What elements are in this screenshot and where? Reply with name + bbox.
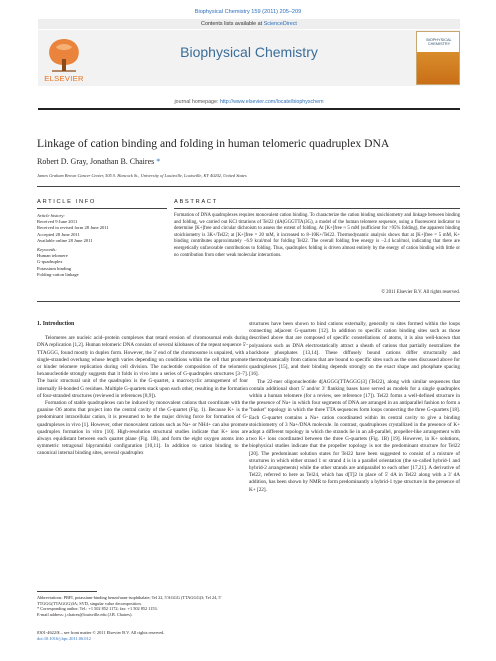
abstract-rule — [174, 208, 460, 209]
authors-text: Robert D. Gray, Jonathan B. Chaires — [37, 157, 155, 166]
journal-homepage-line — [38, 99, 460, 105]
body-paragraph: Formation of stable quadruplexes can be induced by monovalent cations that coordinate with the guanine O6 atoms that project into the central cavity of the G-quartet (Fig. 1). Because K+ is the predominant intracellular cation, it is presumed to be the major driving force for formation of G-quadruplexes in vivo [1]. However, other monovalent cations such as Na+ or NH4+ can also promote quadruplex formation in vitro [10]. High-resolution structural studies indicate that K+ ions are always equidistant between each quartet plane (Fig. 1B), and form the eight oxygen atoms into a symmetric tetragonal bipyramidal configuration [10,11]. In addition to cation binding to the canonical internal binding sites, several quadruplex — [37, 400, 248, 457]
journal-title[interactable]: Biophysical Chemistry — [180, 44, 318, 60]
abstract-text: Formation of DNA quadruplexes requires monovalent cation binding. To characterize the cation binding stoichiometry and linkage between binding and folding, we carried out KCl titrations of Tel22 (dA(GGGTTA)3G), a model of the human telomere sequence, using a fluorescent indicator to determine [K+]free and circular dichroism to assess the extent of folding. At [K+]free ≈ 5 mM (sufficient for >95% folding), the apparent binding stoichiometry is 3K+/Tel22; at [K+]free = 20 mM, it increased to 8–10K+/Tel22. Thermodynamic analysis shows that at [K+]free = 5 mM, K+ binding contributes approximately −6.9 kcal/mol for folding Tel22. The overall folding free energy is −2.4 kcal/mol, indicating that there are energetically unfavorable contributions to folding. Thus, quadruplex folding is driven almost entirely by the energy of cation binding with little or no contribution from other weak molecular interactions. — [174, 213, 460, 258]
corresponding-author-mark[interactable]: * — [156, 157, 161, 166]
article-history — [37, 213, 167, 278]
introduction-heading: 1. Introduction — [37, 321, 75, 327]
email-footnote[interactable]: E-mail address: j.chaires@louisville.edu (J.B. Chaires). — [37, 611, 133, 617]
keyword-item: G-quadruplex — [37, 259, 63, 265]
corresponding-author-footnote: * Corresponding author. Tel.: +1 502 852 1172; fax: +1 502 852 1153. — [37, 606, 158, 611]
history-item: Received 9 June 2011 — [37, 219, 78, 225]
contents-bar — [38, 19, 460, 29]
body-column-right — [249, 321, 460, 494]
journal-citation[interactable]: Biophysical Chemistry 159 (2011) 205–209 — [194, 9, 302, 15]
history-item: Received in revised form 28 June 2011 — [37, 225, 109, 231]
history-heading: Article history: — [37, 213, 65, 218]
copyright-notice: © 2011 Elsevier B.V. All rights reserved. — [381, 290, 460, 295]
contents-prefix: Contents lists available at — [201, 21, 264, 27]
abbreviations-footnote: Abbreviations: PBFI, potassium-binding benzofuran-isophthalate; Tel 22, 5'AGGG (TTAGGG)3; Tel 24, 5' TTGGG(TTAGGG)3A; SVD, singular value decomposition. — [37, 595, 222, 606]
history-item: Accepted 28 June 2011 — [37, 231, 80, 237]
author-list — [37, 157, 160, 166]
cover-title: BIOPHYSICAL CHEMISTRY — [426, 38, 452, 47]
body-paragraph: structures have been shown to bind cations externally, generally to sites formed within the loops connecting adjacent G-quartets [12]. In addition to specific cation binding sites such as those described above that are composed of specific constellations of atoms, it is also well-known that polyanions such as DNA electrostatically attract a sheath of cations that partially neutralizes the backbone phosphates [13,14]. These diffusely bound cations differ structurally and thermodynamically from cations that are bound to specific sites such as the ones discussed above for quadruplexes [15], and their binding depends strongly on the exact shape and phosphate spacing [16]. — [249, 321, 460, 378]
footnote-divider — [37, 591, 97, 592]
section-divider-bottom — [37, 301, 460, 302]
elsevier-wordmark: ELSEVIER — [44, 74, 84, 83]
keywords-heading: Keywords: — [37, 247, 57, 253]
section-divider-top — [37, 186, 460, 187]
header-divider — [38, 108, 460, 110]
journal-masthead — [38, 19, 460, 97]
journal-cover-image[interactable] — [416, 31, 460, 85]
footnotes — [37, 595, 248, 617]
keyword-item: Human telomere — [37, 253, 68, 259]
article-title: Linkage of cation binding and folding in human telomeric quadruplex DNA — [37, 137, 390, 150]
elsevier-tree-icon — [42, 33, 86, 73]
author-affiliation: James Graham Brown Cancer Center, 505 S. Hancock St., University of Louisville, Louisville, KY 40202, United States — [37, 173, 247, 178]
sciencedirect-link[interactable]: ScienceDirect — [263, 21, 297, 27]
article-info-label: ARTICLE INFO — [37, 199, 97, 205]
body-paragraph: The 22-mer oligonucleotide d[AGGG(TTAGGG)3] (Tel22), along with similar sequences that contain additional short 5' and/or 3' flanking bases have served as models for a single quadruplex within a human telomere (for a review, see reference [17]). Tel22 forms a well-defined structure in the presence of Na+ in which four segments of DNA are arranged in an antiparallel fashion to form a "basket" topology in which the three TTA sequences form loops connecting the three G-quartets [18]. Each G-quartet contains a Na+ cation coordinated within its central cavity to give a binding stoichiometry of 3 Na+/DNA molecule. In contrast, quadruplexes crystallized in the presence of K+ adopt a different topology in which the strands lie in an all-parallel, propeller-like arrangement with two K+ ions coordinated between the three G-quartets (Fig. 1B) [19]. However, in K+ solutions, biophysical studies indicate that the propeller topology is not the predominant structure for Tel22 [20]. The predominant solution states for Tel22 have been suggested to consist of a mixture of structures in which either strand 1 or strand 4 is in a parallel orientation (the so-called hybrid-1 and hybrid-2 arrangements) while the other strands are antiparallel to each other [17,21]. A derivative of Tel22, referred to here as Tel24, which has d[T]2 in place of 5' dA in Tel22 along with a 3' dA addition, has been shown by NMR to form predominantly a hybrid-1 type structure in the presence of K+ [22]. — [249, 378, 460, 493]
keyword-item: Potassium binding — [37, 265, 72, 271]
homepage-prefix: journal homepage: — [174, 99, 220, 105]
homepage-url[interactable]: http://www.elsevier.com/locate/biophyschem — [219, 99, 324, 105]
issn-line: 0301-4622/$ – see front matter © 2011 Elsevier B.V. All rights reserved. — [37, 630, 165, 635]
history-item: Available online 28 June 2011 — [37, 237, 93, 243]
elsevier-logo — [38, 33, 90, 85]
body-column-left — [37, 321, 248, 458]
doi-link[interactable]: doi:10.1016/j.bpc.2011.06.012 — [37, 636, 91, 641]
body-paragraph: Telomeres are nucleic acid–protein complexes that retard erosion of chromosomal ends during DNA replication [1,2]. Human telomeric DNA consists of several kilobases of the repeat sequence 5'-TTAGGG, found mostly in duplex form. However, the 3' end of the chromosome is unpaired, with a single-stranded overhang whose length varies depending on conditions within the cell that promote or hinder telomere replication during cell division. The nucleotide composition of the telomeric hexanucleotide strongly suggests that it folds in vivo into a series of G-quadruplex structures [3–7]. The basic structural unit of the quadruplex is the G-quartet, a macrocyclic arrangement of four internally H-bonded G residues. Multiple G-quartets stack upon each other, resulting in the formation of four-stranded structures (reviewed in references [8,9]). — [37, 335, 248, 399]
article-info-rule — [37, 208, 167, 209]
issn-block — [37, 630, 164, 642]
keyword-item: Folding-cation linkage — [37, 271, 79, 277]
abstract-label: ABSTRACT — [174, 199, 218, 205]
